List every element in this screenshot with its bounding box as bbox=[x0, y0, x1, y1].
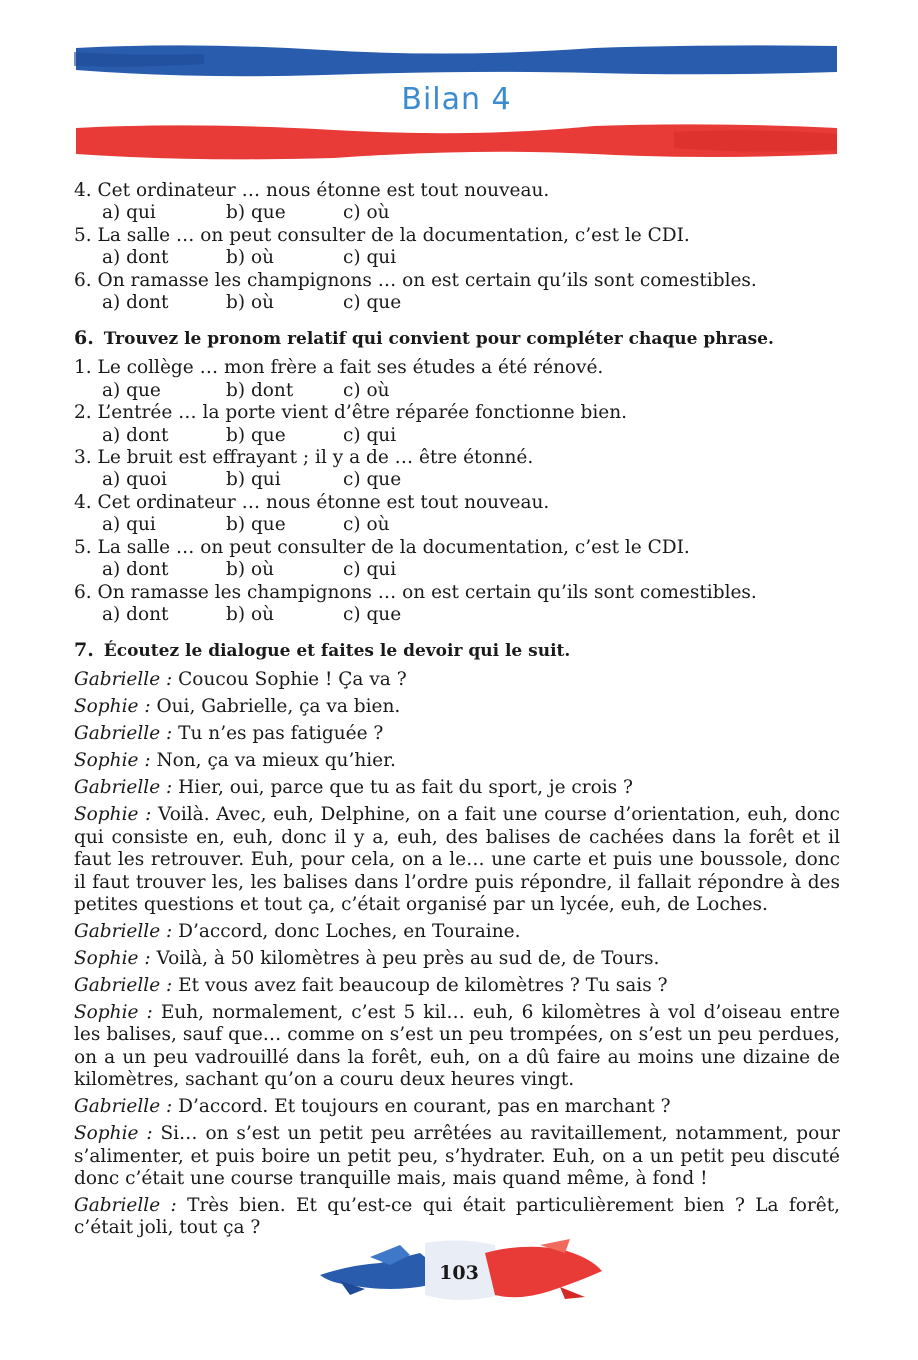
dialogue-text: Voilà, à 50 kilomètres à peu près au sud de, de Tours. bbox=[150, 947, 660, 969]
question-item bbox=[74, 447, 840, 492]
speaker-name: Gabrielle : bbox=[74, 1096, 173, 1118]
speaker-name: Sophie : bbox=[74, 1123, 153, 1145]
dialogue-text: Oui, Gabrielle, ça va bien. bbox=[150, 696, 401, 718]
page-content bbox=[74, 180, 840, 1244]
dialogue-text: Tu n’es pas fatiguée ? bbox=[172, 723, 384, 745]
question-item bbox=[74, 492, 840, 537]
option-a: a) dont bbox=[102, 424, 169, 446]
question-text: 2. L’entrée … la porte vient d’être réparée fonctionne bien. bbox=[74, 402, 627, 424]
dialogue-text: Coucou Sophie ! Ça va ? bbox=[172, 669, 407, 691]
option-b: b) que bbox=[226, 424, 286, 446]
option-b: b) où bbox=[226, 292, 274, 314]
option-a: a) dont bbox=[102, 559, 169, 581]
answer-options bbox=[74, 292, 840, 314]
speaker-name: Gabrielle : bbox=[74, 1194, 177, 1216]
option-a: a) qui bbox=[102, 202, 156, 224]
option-c: c) où bbox=[343, 202, 390, 224]
option-c: c) où bbox=[343, 514, 390, 536]
dialogue-line bbox=[74, 921, 840, 943]
dialogue-line bbox=[74, 777, 840, 799]
speaker-name: Sophie : bbox=[74, 696, 151, 718]
dialogue-text: Voilà. Avec, euh, Delphine, on a fait une course d’orientation, euh, donc qui consiste en, euh, donc il y a, euh, des balises de cachées dans la forêt et il faut les retrouver. Euh, pour cela, on a le… une carte et puis une boussole, donc il faut trouver les, les balises dans l’ordre puis répondre, il fallait répondre à des petites questions et tout ça, c’était organisé par un lycée, euh, de Loches. bbox=[74, 804, 840, 915]
dialogue-line bbox=[74, 804, 840, 916]
speaker-name: Sophie : bbox=[74, 1001, 153, 1023]
exercise-6-items bbox=[74, 357, 840, 626]
question-text: 5. La salle … on peut consulter de la documentation, c’est le CDI. bbox=[74, 224, 690, 246]
question-item bbox=[74, 402, 840, 447]
page-number: 103 bbox=[439, 1262, 479, 1284]
exercise-7-heading bbox=[74, 639, 840, 661]
question-item bbox=[74, 180, 840, 225]
question-text: 1. Le collège … mon frère a fait ses études a été rénové. bbox=[74, 357, 604, 379]
dialogue-line bbox=[74, 696, 840, 718]
option-a: a) quoi bbox=[102, 469, 167, 491]
option-c: c) que bbox=[343, 292, 402, 314]
option-c: c) qui bbox=[343, 247, 397, 269]
dialogue-line bbox=[74, 948, 840, 970]
question-text: 4. Cet ordinateur … nous étonne est tout nouveau. bbox=[74, 491, 550, 513]
speaker-name: Gabrielle : bbox=[74, 723, 173, 745]
option-c: c) où bbox=[343, 379, 390, 401]
speaker-name: Gabrielle : bbox=[74, 669, 173, 691]
exercise-6-heading bbox=[74, 327, 840, 349]
dialogue-line bbox=[74, 1096, 840, 1118]
speaker-name: Sophie : bbox=[74, 750, 151, 772]
page-title: Bilan 4 bbox=[401, 82, 512, 117]
speaker-name: Gabrielle : bbox=[74, 974, 173, 996]
exercise-instruction: Trouvez le pronom relatif qui convient pour compléter chaque phrase. bbox=[103, 329, 774, 350]
dialogue-line bbox=[74, 1195, 840, 1240]
dialogue-line bbox=[74, 723, 840, 745]
question-item bbox=[74, 537, 840, 582]
continued-items bbox=[74, 180, 840, 314]
dialogue-text: D’accord, donc Loches, en Touraine. bbox=[172, 920, 521, 942]
question-text: 4. Cet ordinateur … nous étonne est tout nouveau. bbox=[74, 180, 550, 201]
question-text: 3. Le bruit est effrayant ; il y a de … être étonné. bbox=[74, 447, 534, 469]
dialogue-text: Euh, normalement, c’est 5 kil… euh, 6 kilomètres à vol d’oiseau entre les balises, sauf que… comme on s’est un peu trompées, on s’est un peu perdues, on a un peu vadrouillé dans la forêt, euh, on a dû faire au moins une dizaine de kilomètres, sachant qu’on a couru deux heures vingt. bbox=[74, 1001, 840, 1091]
dialogue-text: Hier, oui, parce que tu as fait du sport, je crois ? bbox=[172, 777, 633, 799]
answer-options bbox=[74, 514, 840, 536]
dialogue bbox=[74, 669, 840, 1239]
dialogue-line bbox=[74, 1123, 840, 1190]
option-a: a) dont bbox=[102, 247, 169, 269]
dialogue-text: Non, ça va mieux qu’hier. bbox=[150, 750, 396, 772]
answer-options bbox=[74, 604, 840, 626]
option-c: c) que bbox=[343, 603, 402, 625]
dialogue-line bbox=[74, 669, 840, 691]
option-b: b) que bbox=[226, 514, 286, 536]
exercise-number: 7. bbox=[74, 639, 94, 662]
question-item bbox=[74, 582, 840, 627]
speaker-name: Sophie : bbox=[74, 947, 151, 969]
answer-options bbox=[74, 380, 840, 402]
header-banner bbox=[74, 42, 839, 162]
option-a: a) qui bbox=[102, 514, 156, 536]
dialogue-text: Si… on s’est un petit peu arrêtées au ravitaillement, notamment, pour s’alimenter, et puis boire un petit peu, s’hydrater. Euh, on a un petit peu discuté donc c’était une course tranquille mais, mais quand même, à fond ! bbox=[74, 1123, 840, 1189]
option-b: b) où bbox=[226, 247, 274, 269]
answer-options bbox=[74, 559, 840, 581]
question-text: 5. La salle … on peut consulter de la documentation, c’est le CDI. bbox=[74, 536, 690, 558]
answer-options bbox=[74, 247, 840, 269]
option-b: b) dont bbox=[226, 379, 294, 401]
question-text: 6. On ramasse les champignons … on est certain qu’ils sont comestibles. bbox=[74, 581, 757, 603]
speaker-name: Gabrielle : bbox=[74, 920, 173, 942]
option-c: c) que bbox=[343, 469, 402, 491]
exercise-number: 6. bbox=[74, 327, 94, 350]
option-c: c) qui bbox=[343, 559, 397, 581]
answer-options bbox=[74, 202, 840, 224]
option-b: b) où bbox=[226, 559, 274, 581]
option-b: b) que bbox=[226, 202, 286, 224]
option-b: b) qui bbox=[226, 469, 281, 491]
answer-options bbox=[74, 469, 840, 491]
speaker-name: Sophie : bbox=[74, 804, 152, 826]
option-a: a) dont bbox=[102, 292, 169, 314]
speaker-name: Gabrielle : bbox=[74, 777, 173, 799]
answer-options bbox=[74, 425, 840, 447]
dialogue-line bbox=[74, 750, 840, 772]
dialogue-text: D’accord. Et toujours en courant, pas en marchant ? bbox=[172, 1096, 671, 1118]
question-item bbox=[74, 270, 840, 315]
question-item bbox=[74, 225, 840, 270]
question-text: 6. On ramasse les champignons … on est certain qu’ils sont comestibles. bbox=[74, 269, 757, 291]
dialogue-text: Et vous avez fait beaucoup de kilomètres ? Tu sais ? bbox=[172, 974, 668, 996]
dialogue-line bbox=[74, 1002, 840, 1092]
option-b: b) où bbox=[226, 603, 274, 625]
dialogue-line bbox=[74, 975, 840, 997]
question-item bbox=[74, 357, 840, 402]
option-a: a) dont bbox=[102, 603, 169, 625]
option-a: a) que bbox=[102, 379, 161, 401]
dialogue-text: Très bien. Et qu’est-ce qui était particulièrement bien ? La forêt, c’était joli, tout ça ? bbox=[74, 1194, 841, 1239]
exercise-instruction: Écoutez le dialogue et faites le devoir qui le suit. bbox=[103, 641, 571, 662]
option-c: c) qui bbox=[343, 424, 397, 446]
